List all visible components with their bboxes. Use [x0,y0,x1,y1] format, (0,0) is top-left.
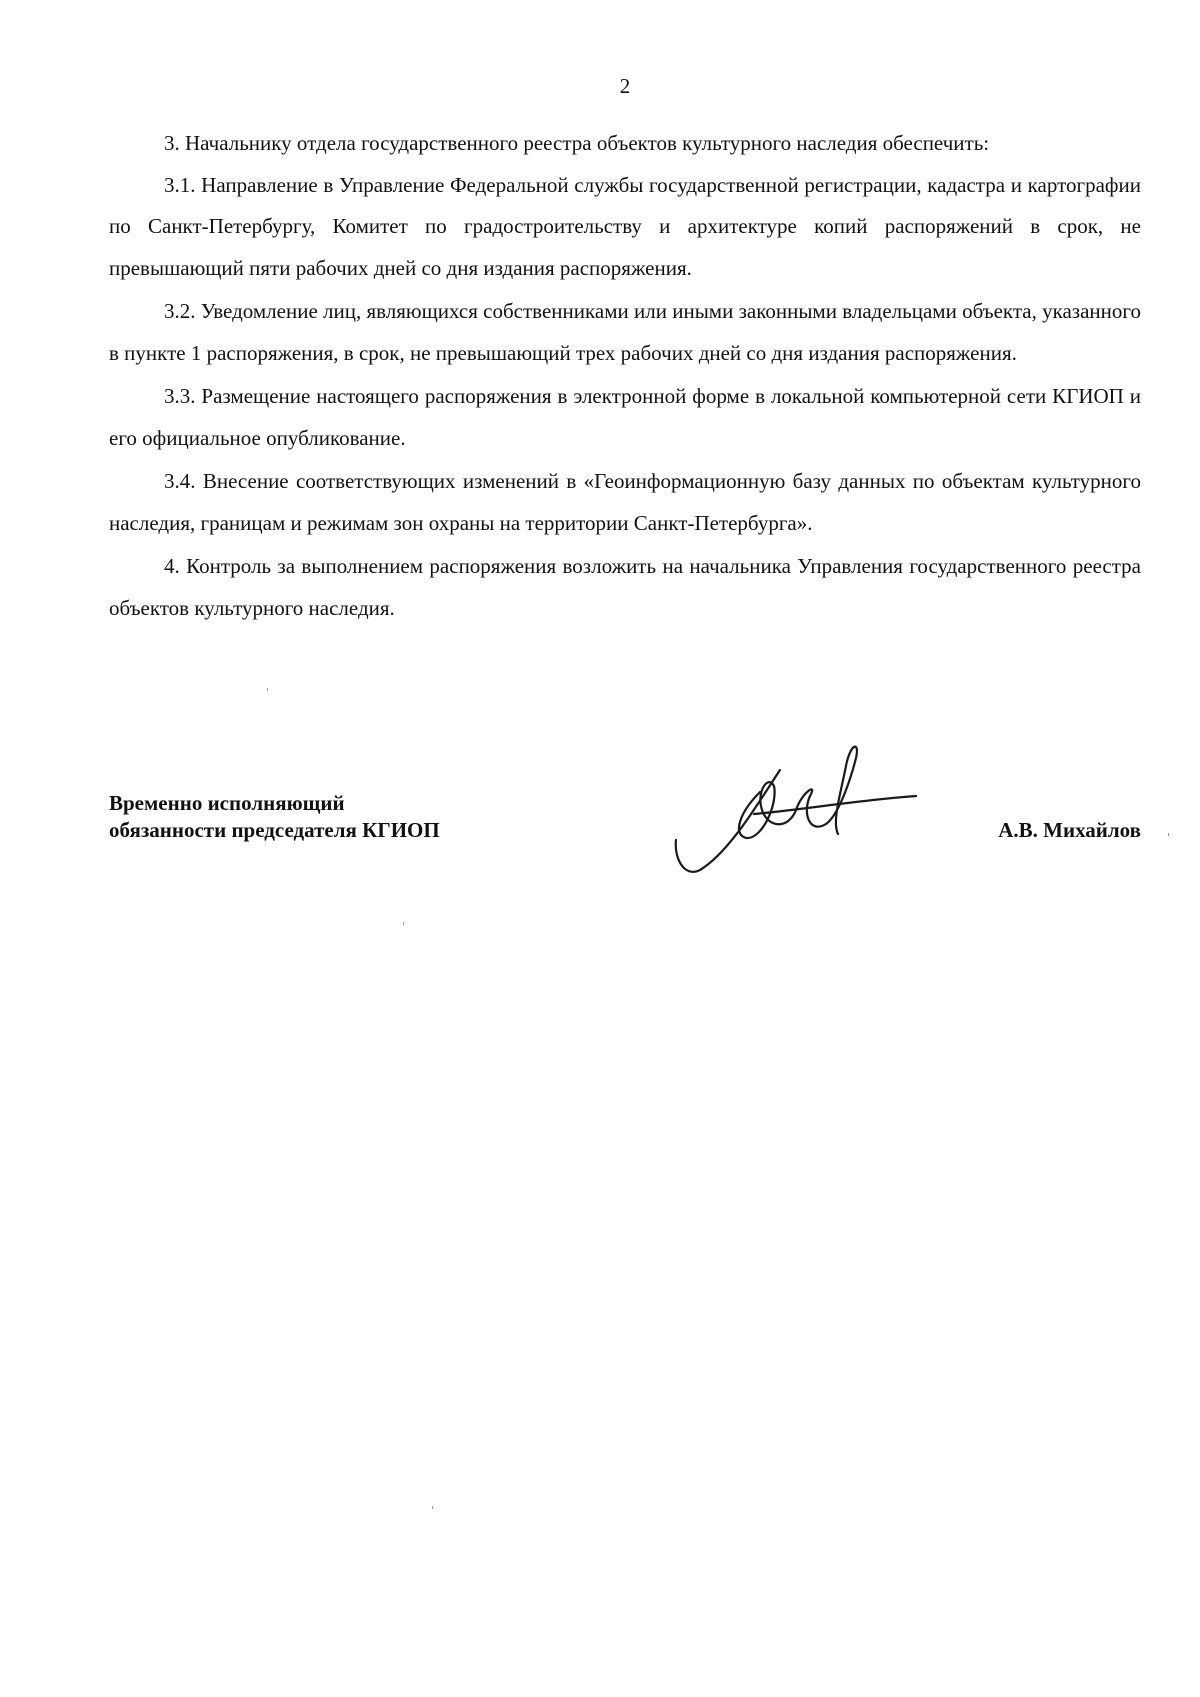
signatory-position-line-1: Временно исполняющий [109,791,345,815]
scan-speck [432,1506,433,1509]
paragraph-3-1: 3.1. Направление в Управление Федеральной службы государственной регистрации, кадастра и картографии по Санкт-Петербургу, Комитет по градостроительству и архитектуре копий распоряжений в срок, не превышающий пяти рабочих дней со дня издания распоряжения. [109,172,1141,280]
signatory-name: А.В. Михайлов [998,818,1141,842]
handwritten-signature [670,730,930,890]
page-number: 2 [619,74,631,98]
scan-speck [267,688,268,691]
paragraph-3-3: 3.3. Размещение настоящего распоряжения в электронной форме в локальной компьютерной сети КГИОП и его официальное опубликование. [109,384,1141,450]
paragraph-3-4: 3.4. Внесение соответствующих изменений в «Геоинформационную базу данных по объектам культурного наследия, границам и режимам зон охраны на территории Санкт-Петербурга». [109,469,1141,535]
paragraph-3: 3. Начальнику отдела государственного реестра объектов культурного наследия обеспечить: [164,131,990,155]
paragraph-3-2: 3.2. Уведомление лиц, являющихся собственниками или иными законными владельцами объекта, указанного в пункте 1 распоряжения, в срок, не превышающий трех рабочих дней со дня издания распоряжения. [109,299,1141,365]
document-body [109,123,1141,629]
signatory-position [109,790,440,844]
scan-speck [403,922,404,925]
signatory-position-line-2: обязанности председателя КГИОП [109,818,440,842]
paragraph-4: 4. Контроль за выполнением распоряжения возложить на начальника Управления государственного реестра объектов культурного наследия. [109,554,1141,620]
scan-speck [1168,833,1169,836]
